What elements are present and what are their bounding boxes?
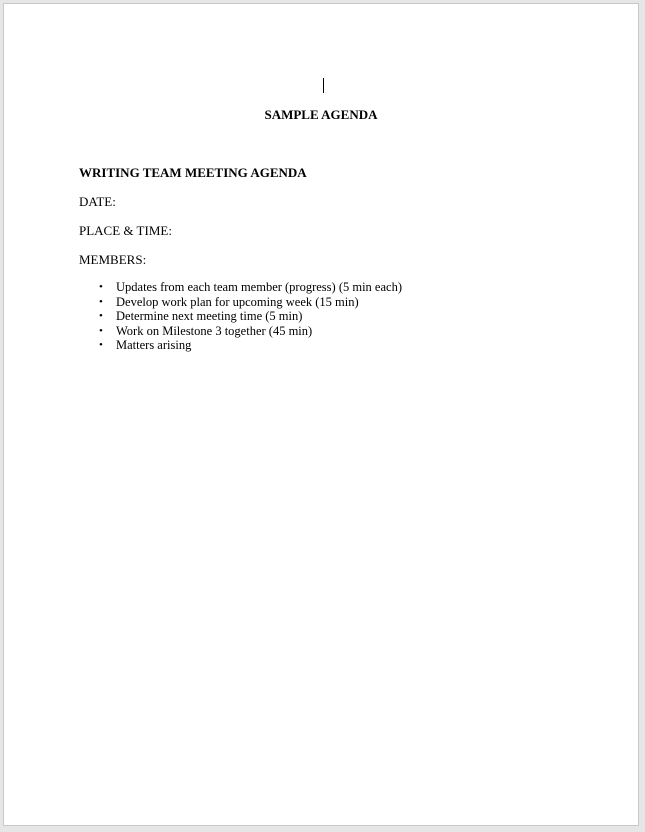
agenda-item-text: Matters arising	[116, 338, 192, 353]
agenda-list	[79, 280, 402, 353]
agenda-item-text: Determine next meeting time (5 min)	[116, 309, 303, 324]
text-cursor	[323, 78, 324, 93]
list-item	[79, 338, 402, 353]
agenda-item-text: Updates from each team member (progress) (5 min each)	[116, 280, 402, 294]
document-title: SAMPLE AGENDA	[264, 107, 378, 122]
agenda-item-text: Work on Milestone 3 together (45 min)	[116, 323, 313, 338]
list-item	[79, 280, 402, 295]
list-item	[79, 295, 402, 310]
members-label: MEMBERS:	[79, 252, 147, 267]
place-time-label: PLACE & TIME:	[79, 223, 172, 238]
agenda-heading: WRITING TEAM MEETING AGENDA	[79, 165, 307, 180]
bullet-icon: •	[99, 310, 103, 323]
bullet-icon: •	[99, 339, 103, 352]
list-item	[79, 324, 402, 339]
bullet-icon: •	[99, 324, 103, 337]
agenda-item-text: Develop work plan for upcoming week (15 min)	[116, 294, 359, 309]
bullet-icon: •	[99, 295, 103, 308]
bullet-icon: •	[99, 281, 103, 293]
date-label: DATE:	[79, 194, 116, 209]
document-page[interactable]	[3, 3, 639, 826]
list-item	[79, 309, 402, 324]
